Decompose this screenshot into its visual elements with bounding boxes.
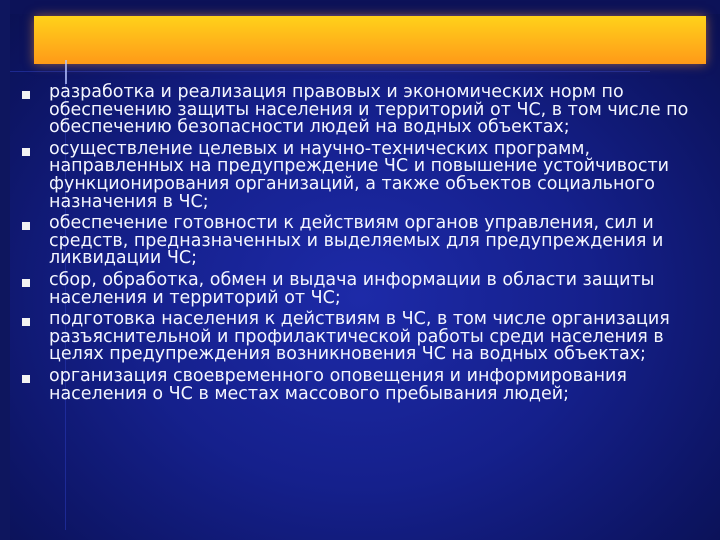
left-band: [0, 0, 10, 540]
decorative-horizontal-line: [10, 71, 650, 72]
square-bullet-icon: [22, 318, 30, 326]
bullet-list: [22, 82, 702, 405]
bullet-text: осуществление целевых и научно-технических программ, направленных на предупреждение ЧС и повышение устойчивости функционирования организаций, а также объектов социального назначения в ЧС;: [49, 138, 670, 212]
bullet-text: сбор, обработка, обмен и выдача информации в области защиты населения и территорий от ЧС;: [49, 269, 655, 308]
bullet-text: обеспечение готовности к действиям органов управления, сил и средств, предназначенных и выделяемых для предупреждения и ликвидации ЧС;: [49, 213, 664, 269]
bullet-text: подготовка населения к действиям в ЧС, в том числе организация разъяснительной и профилактической работы среди населения в целях предупреждения возникновения ЧС на водных объектах;: [49, 309, 670, 365]
bullet-item-3: [22, 213, 702, 270]
square-bullet-icon: [22, 222, 30, 230]
bullet-item-4: [22, 270, 702, 309]
bullet-item-6: [22, 366, 702, 405]
square-bullet-icon: [22, 279, 30, 287]
bullet-text: разработка и реализация правовых и экономических норм по обеспечению защиты населения и территорий от ЧС, в том числе по обеспечению безопасности людей на водных объектах;: [49, 82, 689, 138]
square-bullet-icon: [22, 375, 30, 383]
square-bullet-icon: [22, 91, 30, 99]
square-bullet-icon: [22, 148, 30, 156]
bullet-item-2: [22, 139, 702, 213]
top-band: [0, 0, 720, 14]
bullet-item-1: [22, 82, 702, 139]
bullet-text: организация своевременного оповещения и информирования населения о ЧС в местах массового пребывания людей;: [49, 365, 627, 404]
bullet-item-5: [22, 309, 702, 366]
title-bar: [34, 16, 706, 64]
crosshair-accent: [65, 60, 67, 84]
